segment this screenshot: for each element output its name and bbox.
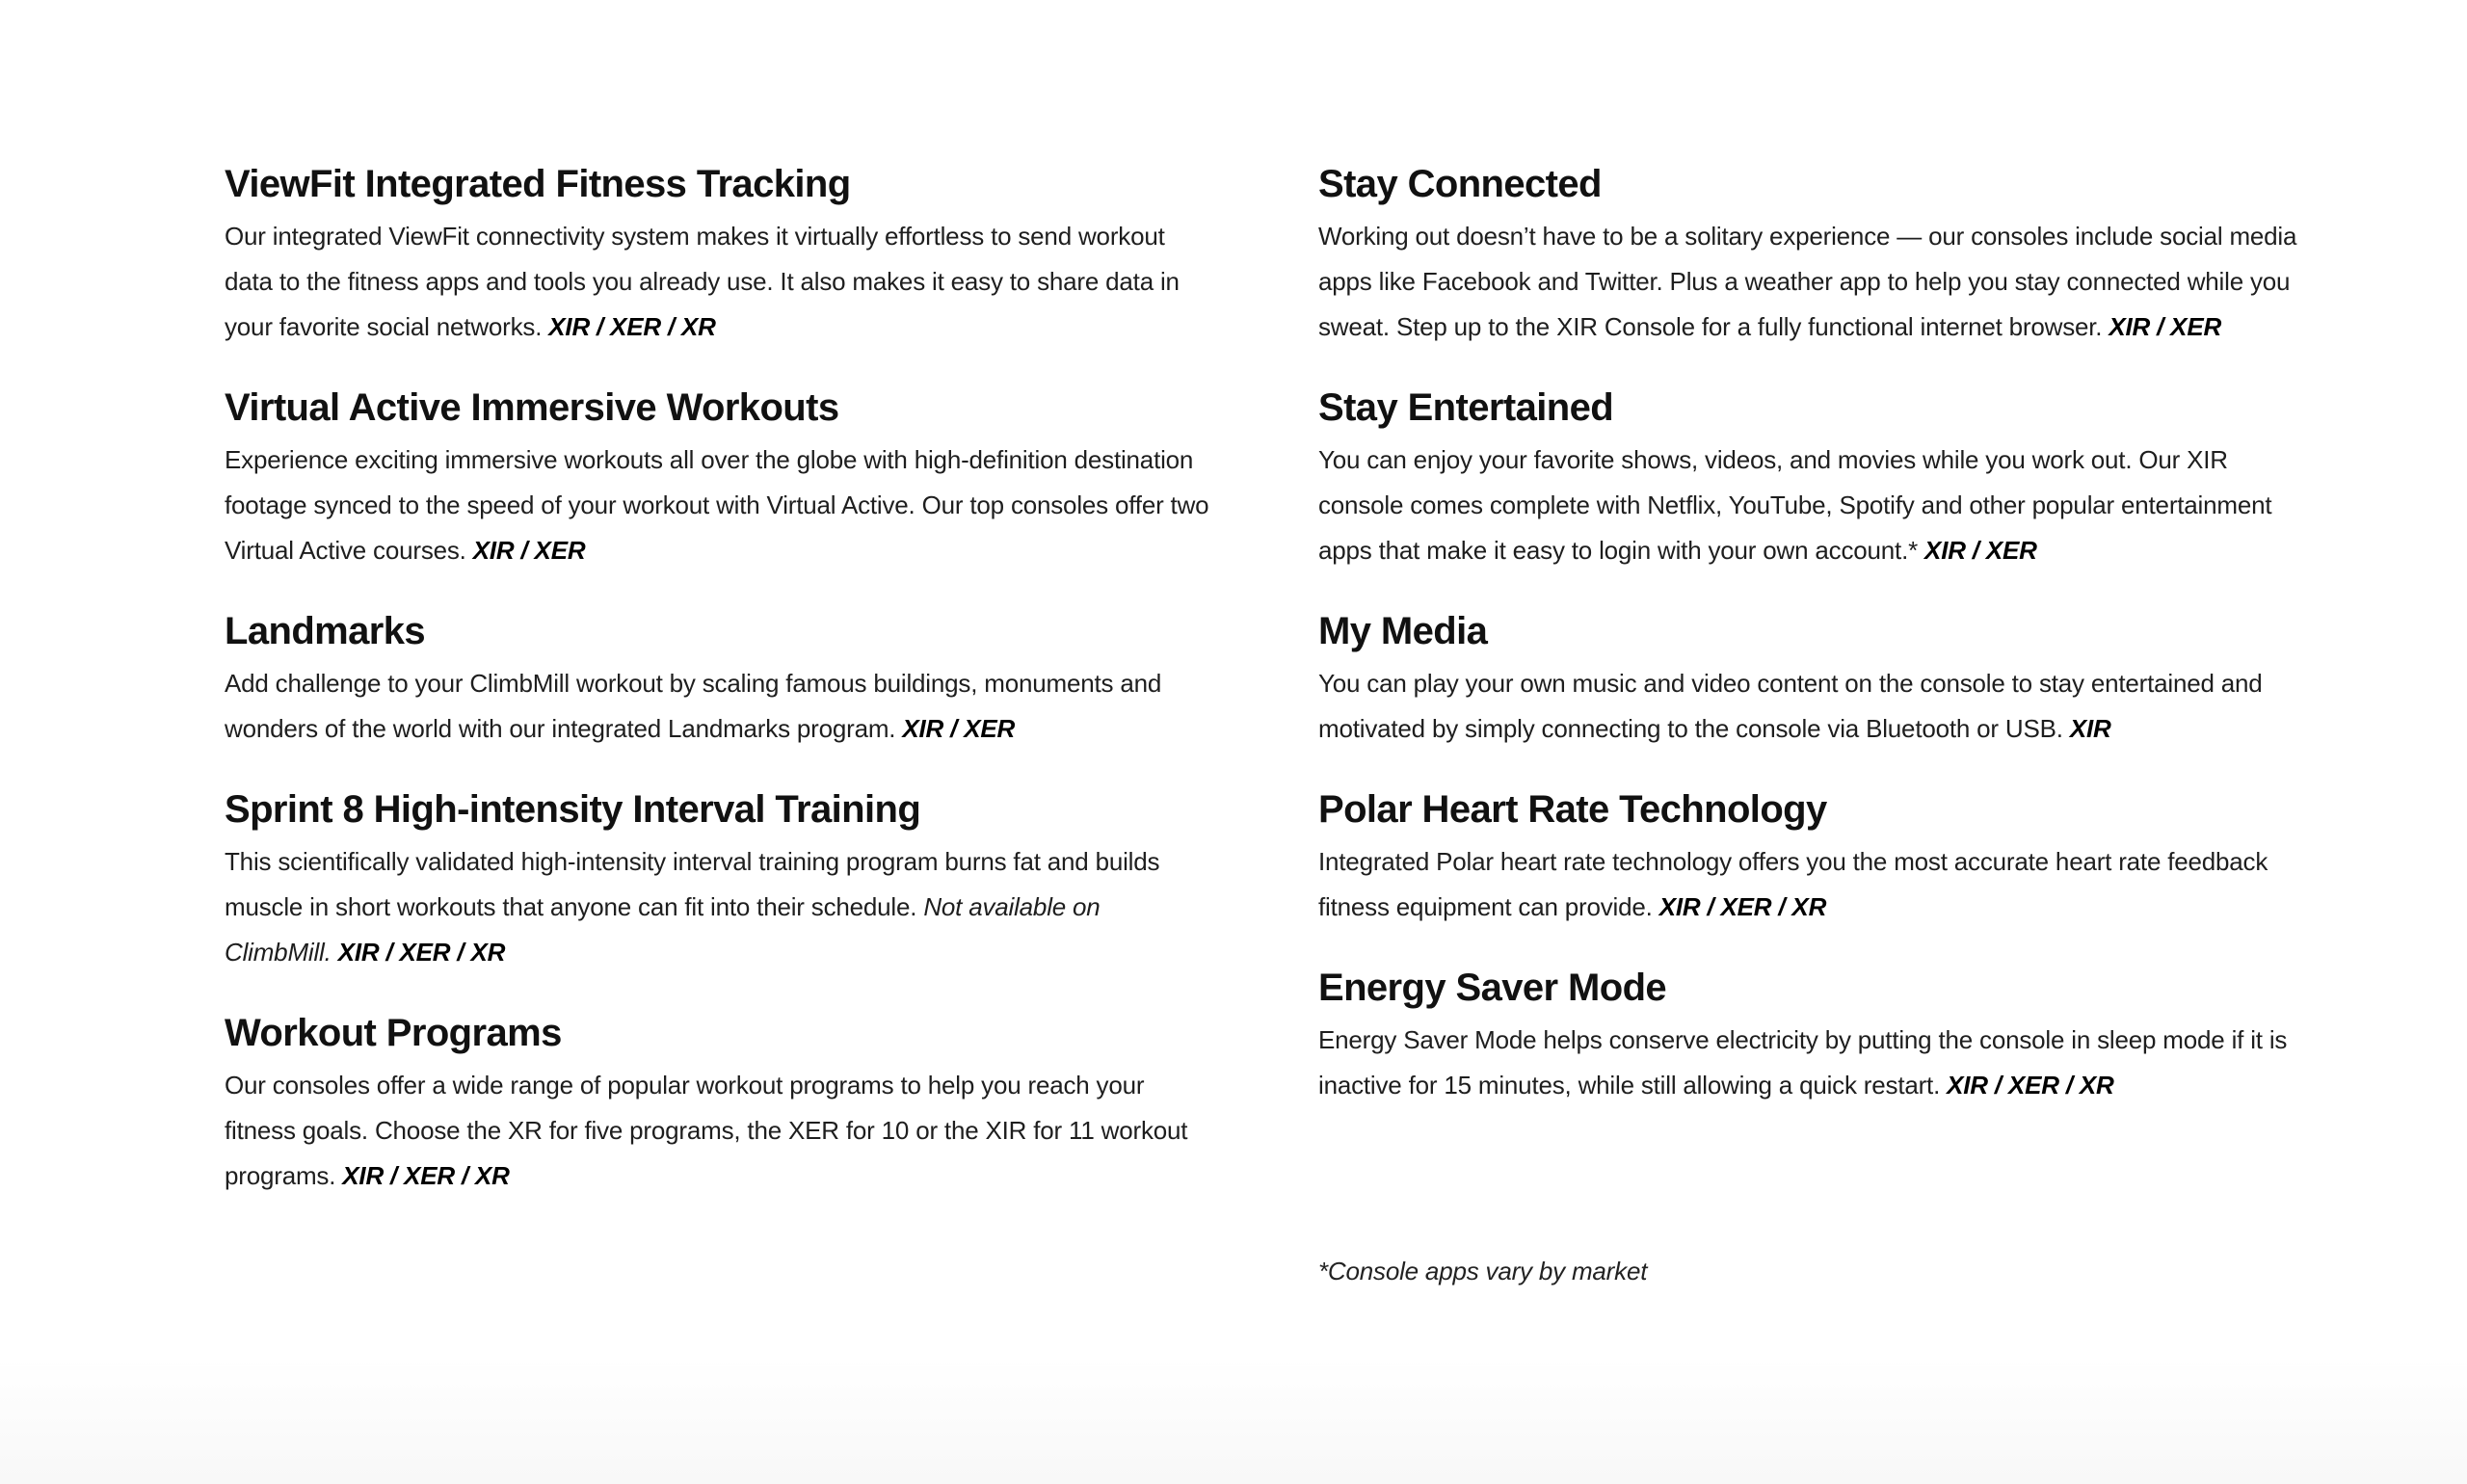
models-tag: XIR / XER — [902, 714, 1016, 743]
feature-description — [1318, 214, 2304, 350]
feature-availability-note: Not available on ClimbMill. — [225, 892, 1101, 967]
feature-description — [225, 1063, 1210, 1199]
feature-body-text: You can play your own music and video content on the console to stay entertained and motivated by simply connecting to the console via Bluetooth or USB. — [1318, 669, 2263, 743]
models-tag: XIR / XER — [1924, 536, 2037, 565]
section-stay-entertained — [1318, 385, 2304, 573]
section-my-media — [1318, 609, 2304, 752]
feature-title: Landmarks — [225, 610, 426, 652]
section-virtual-active — [225, 385, 1210, 573]
feature-title: My Media — [1318, 610, 1488, 652]
feature-title: ViewFit Integrated Fitness Tracking — [225, 163, 851, 205]
right-column — [1318, 162, 2304, 1287]
section-stay-connected — [1318, 162, 2304, 350]
section-sprint8 — [225, 787, 1210, 975]
section-energy-saver — [1318, 966, 2304, 1108]
section-polar-heart-rate — [1318, 787, 2304, 930]
feature-body-text: Our consoles offer a wide range of popular workout programs to help you reach your fitness goals. Choose the XR for five programs, the XER for 10 or the XIR for 11 workout programs. — [225, 1071, 1188, 1190]
feature-body-text: Energy Saver Mode helps conserve electricity by putting the console in sleep mode if it is inactive for 15 minutes, while still allowing a quick restart. — [1318, 1025, 2288, 1100]
feature-body-text: You can enjoy your favorite shows, videos, and movies while you work out. Our XIR console comes complete with Netflix, YouTube, Spotify and other popular entertainment apps that make it easy to login with your own account.* — [1318, 445, 2272, 565]
feature-title: Polar Heart Rate Technology — [1318, 788, 1827, 831]
models-tag: XIR / XER — [472, 536, 586, 565]
models-tag: XIR / XER / XR — [342, 1161, 510, 1190]
feature-body-text: Working out doesn’t have to be a solitary experience — our consoles include social media apps like Facebook and Twitter. Plus a weather app to help you stay connected while you sweat. Step up to the XIR Console for a fully functional internet browser. — [1318, 222, 2297, 341]
models-tag: XIR / XER / XR — [548, 312, 716, 341]
feature-body-text: Add challenge to your ClimbMill workout by scaling famous buildings, monuments and wonders of the world with our integrated Landmarks program. — [225, 669, 1162, 743]
feature-description — [225, 839, 1210, 975]
feature-body-text: Experience exciting immersive workouts all over the globe with high-definition destination footage synced to the speed of your workout with Virtual Active. Our top consoles offer two Virtual Active courses. — [225, 445, 1209, 565]
feature-title: Energy Saver Mode — [1318, 967, 1667, 1009]
feature-description — [225, 437, 1210, 573]
models-tag: XIR — [2069, 714, 2111, 743]
left-column — [225, 162, 1210, 1287]
feature-body-text: Our integrated ViewFit connectivity system makes it virtually effortless to send workout data to the fitness apps and tools you already use. It also makes it easy to share data in your favorite social networks. — [225, 222, 1180, 341]
feature-title: Virtual Active Immersive Workouts — [225, 386, 839, 429]
feature-title: Stay Connected — [1318, 163, 1602, 205]
feature-description — [225, 214, 1210, 350]
models-tag: XIR / XER / XR — [1947, 1071, 2114, 1100]
faint-background-photo-edge — [0, 1359, 2467, 1484]
feature-brochure-page — [225, 162, 2305, 1287]
models-tag: XIR / XER / XR — [1658, 892, 1827, 921]
models-tag: XIR / XER — [2109, 312, 2222, 341]
feature-description — [225, 661, 1210, 752]
section-viewfit-tracking — [225, 162, 1210, 350]
models-tag: XIR / XER / XR — [337, 938, 506, 967]
footnote: *Console apps vary by market — [1318, 1257, 1648, 1285]
feature-title: Workout Programs — [225, 1012, 562, 1054]
feature-body-text: This scientifically validated high-intensity interval training program burns fat and builds muscle in short workouts that anyone can fit into their schedule. — [225, 847, 1160, 921]
feature-description — [1318, 839, 2304, 930]
feature-description — [1318, 437, 2304, 573]
feature-title: Sprint 8 High-intensity Interval Training — [225, 788, 921, 831]
feature-body-text: Integrated Polar heart rate technology offers you the most accurate heart rate feedback fitness equipment can provide. — [1318, 847, 2268, 921]
feature-title: Stay Entertained — [1318, 386, 1614, 429]
section-workout-programs — [225, 1011, 1210, 1199]
feature-description — [1318, 1018, 2304, 1108]
feature-description — [1318, 661, 2304, 752]
section-landmarks — [225, 609, 1210, 752]
